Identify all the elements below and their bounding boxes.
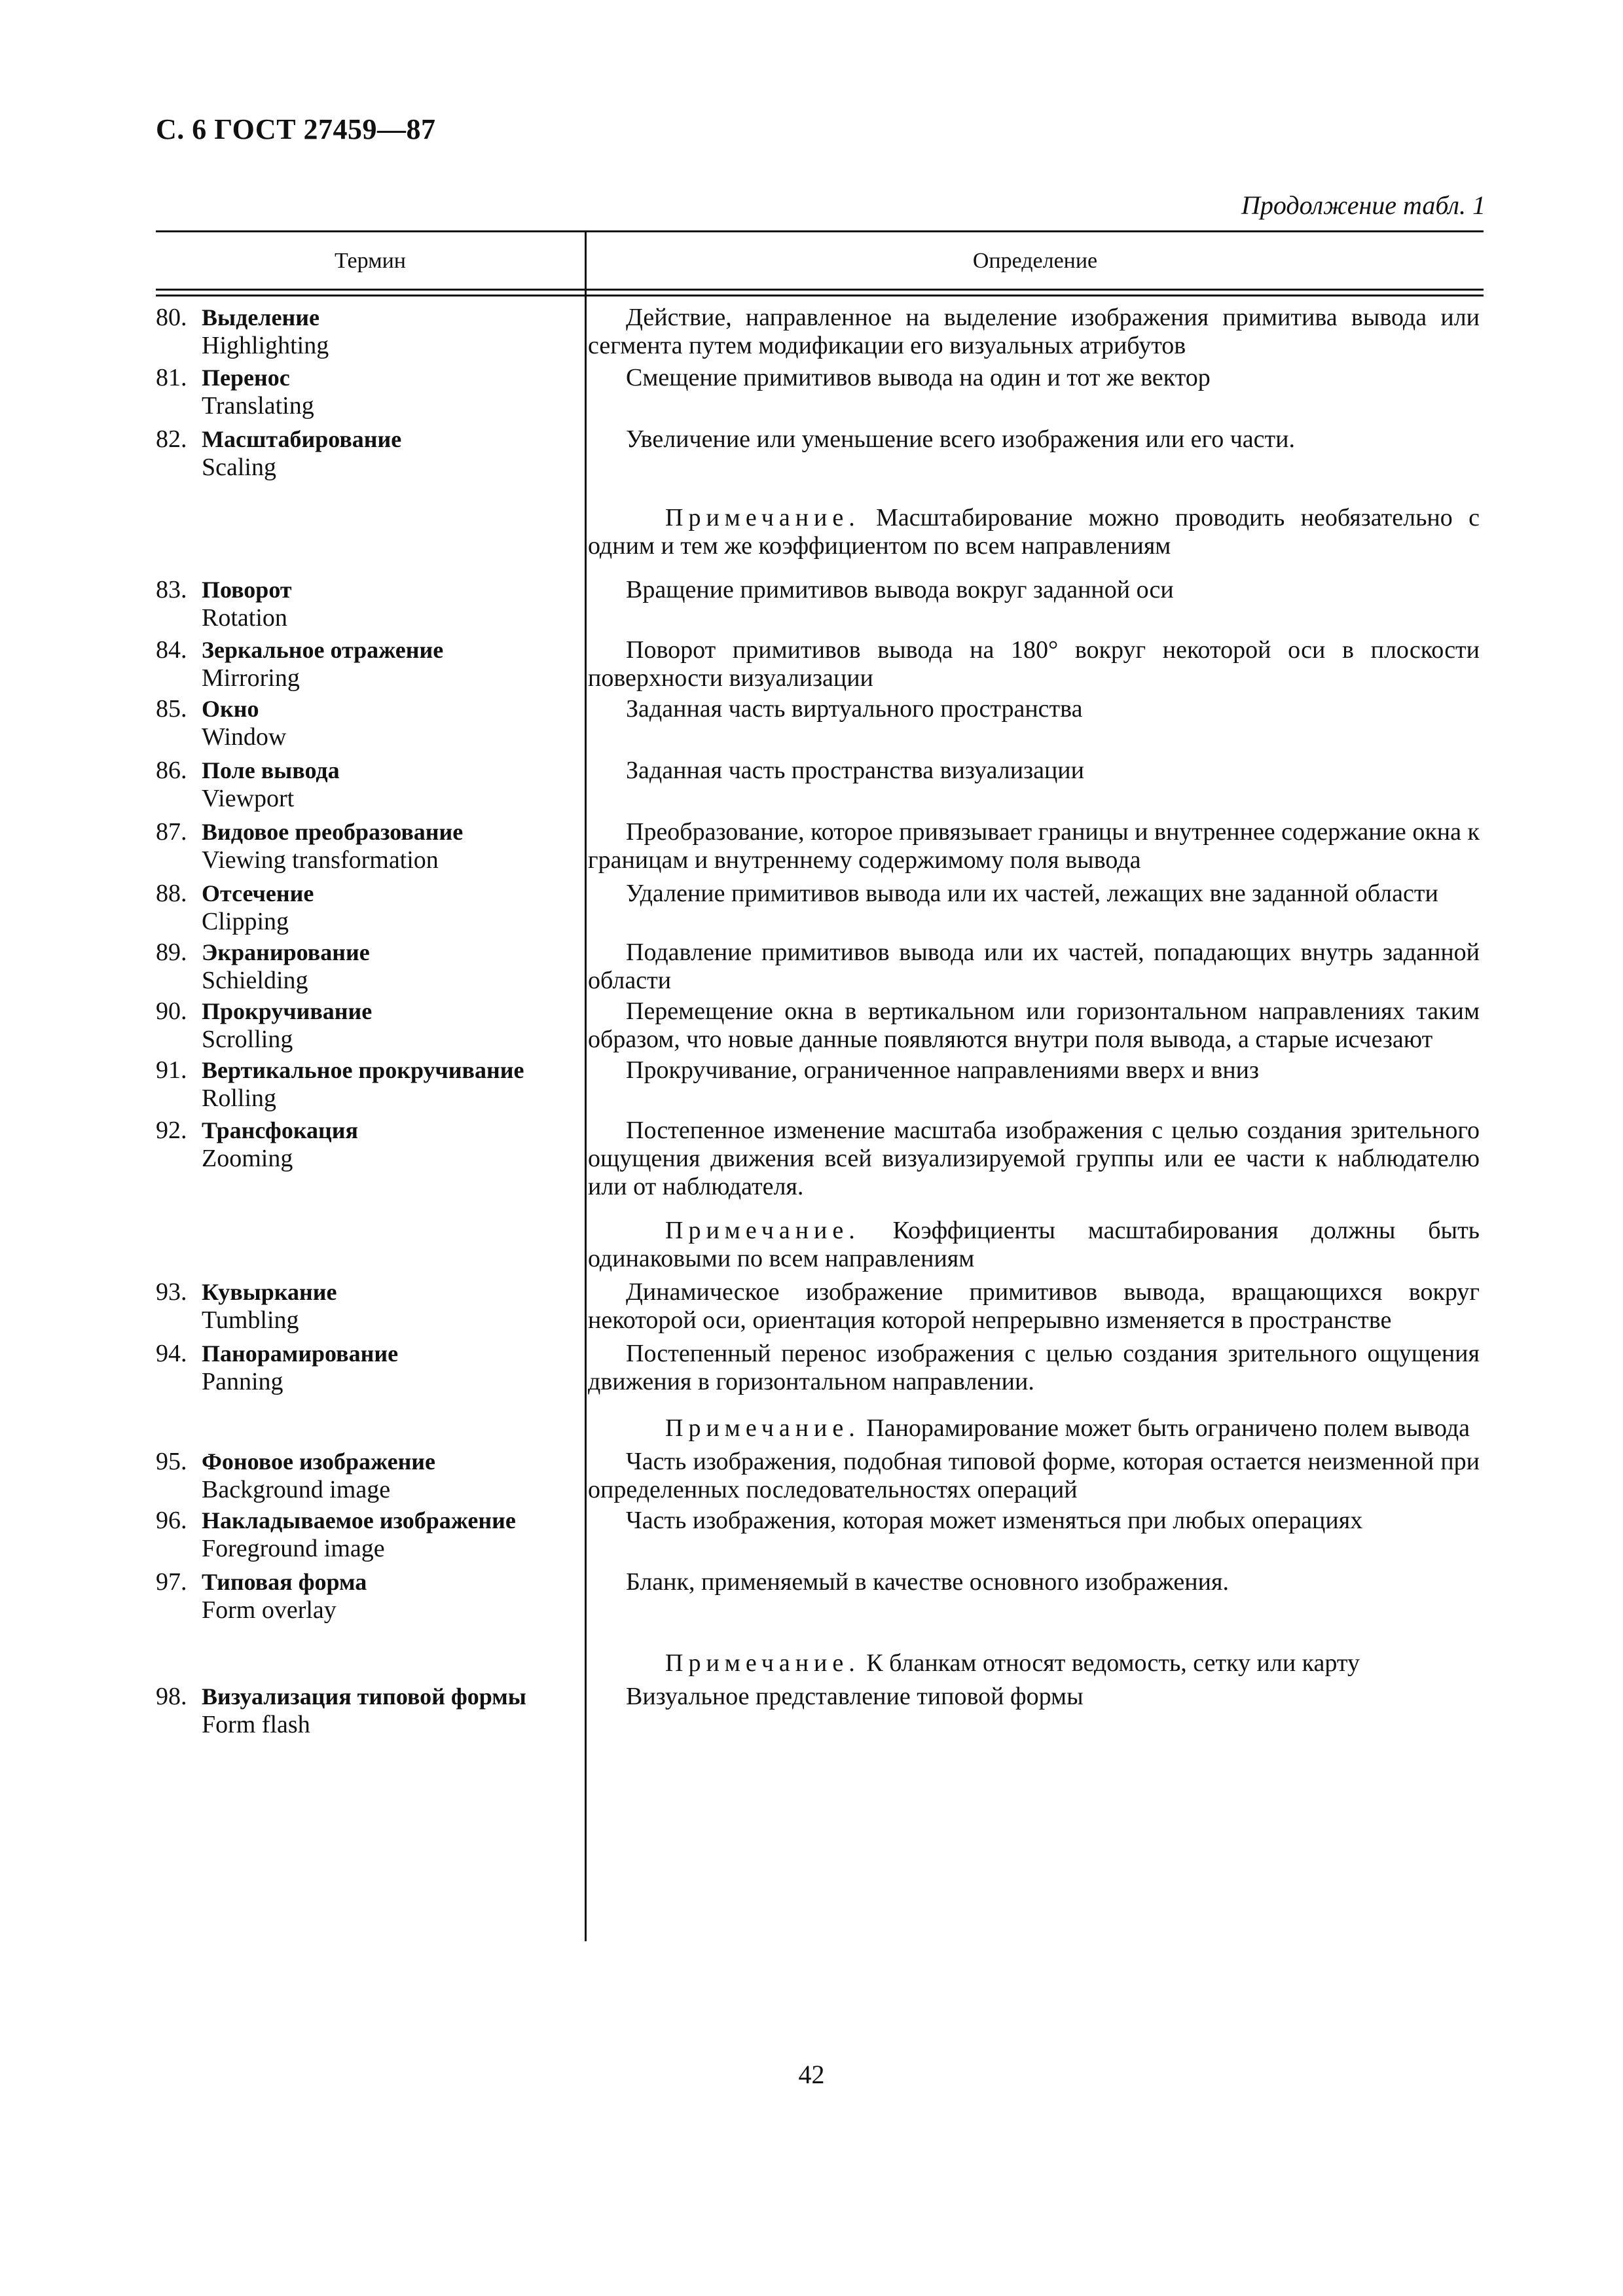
term-number: 95. — [156, 1448, 187, 1475]
term-russian: Окно — [202, 696, 259, 722]
column-header-term: Термин — [156, 232, 587, 289]
table-row — [156, 1340, 1484, 1396]
term-russian: Кувыркание — [202, 1279, 337, 1305]
term-number: 85. — [156, 695, 187, 723]
table-row — [156, 1056, 1484, 1113]
term-cell — [156, 1117, 585, 1173]
term-english: Mirroring — [202, 664, 300, 692]
term-russian: Выделение — [202, 304, 319, 331]
definition-cell: Часть изображения, подобная типовой форме, которая остается неизменной при определенных последовательностях операций — [588, 1448, 1480, 1503]
table-row — [156, 304, 1484, 360]
definition-cell: Заданная часть виртуального пространства — [626, 695, 1083, 723]
note-text: Масштабирование можно проводить необязательно с одним и тем же коэффициентом по всем направлениям — [588, 504, 1480, 560]
term-number: 91. — [156, 1056, 187, 1084]
table-row — [156, 364, 1484, 420]
term-english: Translating — [202, 392, 314, 420]
term-russian: Поле вывода — [202, 757, 340, 783]
note-row — [156, 1414, 1484, 1443]
term-russian: Трансфокация — [202, 1117, 358, 1143]
table-row — [156, 636, 1484, 692]
term-cell — [156, 364, 585, 420]
term-russian: Поворот — [202, 577, 292, 603]
definition-cell: Поворот примитивов вывода на 180° вокруг некоторой оси в плоскости поверхности визуализации — [588, 636, 1480, 692]
definition-cell: Динамическое изображение примитивов вывода, вращающихся вокруг некоторой оси, ориентация которой непрерывно изменяется в пространстве — [588, 1278, 1480, 1334]
term-number: 93. — [156, 1278, 187, 1306]
table-row — [156, 576, 1484, 632]
definition-cell: Прокручивание, ограниченное направлениями вверх и вниз — [626, 1056, 1259, 1084]
term-number: 80. — [156, 304, 187, 331]
note-cell — [585, 1649, 1484, 1677]
term-cell — [156, 636, 585, 692]
table-row — [156, 1683, 1484, 1739]
term-cell — [156, 1448, 585, 1504]
term-english: Form flash — [202, 1711, 310, 1738]
term-russian: Зеркальное отражение — [202, 637, 444, 663]
note-label: Примечание. — [665, 1217, 860, 1244]
term-cell — [156, 576, 585, 632]
term-number: 94. — [156, 1340, 187, 1367]
term-cell — [156, 939, 585, 995]
term-english: Scrolling — [202, 1026, 293, 1053]
table-row — [156, 997, 1484, 1054]
table-row — [156, 1507, 1484, 1563]
term-english: Panning — [202, 1368, 283, 1395]
table-row — [156, 1278, 1484, 1335]
definition-cell: Постепенный перенос изображения с целью создания зрительного ощущения движения в горизонтальном направлении. — [588, 1340, 1480, 1395]
term-number: 88. — [156, 880, 187, 907]
term-russian: Визуализация типовой формы — [202, 1683, 526, 1710]
note-text: К бланкам относят ведомость, сетку или карту — [866, 1649, 1360, 1677]
definition-cell: Вращение примитивов вывода вокруг заданной оси — [626, 576, 1174, 603]
table-row — [156, 818, 1484, 874]
definition-cell: Часть изображения, которая может изменяться при любых операциях — [626, 1507, 1363, 1534]
note-row — [156, 504, 1484, 560]
term-number: 82. — [156, 425, 187, 453]
term-russian: Отсечение — [202, 880, 314, 906]
term-number: 83. — [156, 576, 187, 603]
term-english: Background image — [202, 1476, 391, 1503]
term-number: 96. — [156, 1507, 187, 1534]
term-english: Highlighting — [202, 332, 329, 359]
term-cell — [156, 1056, 585, 1113]
term-number: 97. — [156, 1568, 187, 1596]
note-label: Примечание. — [665, 504, 860, 531]
term-cell — [156, 425, 585, 482]
term-number: 90. — [156, 997, 187, 1025]
term-russian: Перенос — [202, 365, 290, 391]
term-cell — [156, 818, 585, 874]
term-number: 89. — [156, 939, 187, 966]
term-english: Scaling — [202, 454, 276, 481]
definition-cell: Смещение примитивов вывода на один и тот же вектор — [626, 364, 1211, 391]
note-row — [156, 1217, 1484, 1273]
definition-cell: Постепенное изменение масштаба изображения с целью создания зрительного ощущения движения всей визуализируемой группы или ее части к наблюдателю или от наблюдателя. — [588, 1117, 1480, 1200]
table-row — [156, 757, 1484, 813]
note-cell — [585, 504, 1484, 560]
term-english: Viewport — [202, 785, 295, 812]
table-row — [156, 1117, 1484, 1201]
term-russian: Масштабирование — [202, 426, 402, 452]
table-row — [156, 1568, 1484, 1624]
table-row — [156, 695, 1484, 751]
page-header: С. 6 ГОСТ 27459—87 — [156, 113, 436, 145]
term-russian: Экранирование — [202, 939, 370, 965]
term-cell — [156, 1278, 585, 1335]
definition-cell: Подавление примитивов вывода или их частей, попадающих внутрь заданной области — [588, 939, 1480, 994]
definition-cell: Действие, направленное на выделение изображения примитива вывода или сегмента путем модификации его визуальных атрибутов — [588, 304, 1480, 359]
term-russian: Фоновое изображение — [202, 1448, 436, 1475]
column-header-definition: Определение — [972, 248, 1098, 273]
term-english: Foreground image — [202, 1535, 385, 1562]
term-number: 87. — [156, 818, 187, 846]
table-row — [156, 939, 1484, 995]
table-row — [156, 1448, 1484, 1504]
term-cell — [156, 757, 585, 813]
term-cell — [156, 304, 585, 360]
page-number: 42 — [798, 2060, 825, 2089]
term-russian: Видовое преобразование — [202, 819, 464, 845]
term-english: Form overlay — [202, 1596, 337, 1624]
term-cell — [156, 1507, 585, 1563]
note-text: Панорамирование может быть ограничено полем вывода — [866, 1414, 1470, 1442]
term-number: 86. — [156, 757, 187, 784]
terms-table — [156, 230, 1484, 1739]
term-number: 92. — [156, 1117, 187, 1144]
note-cell — [585, 1414, 1484, 1443]
term-english: Schielding — [202, 967, 308, 994]
term-english: Viewing transformation — [202, 846, 439, 874]
term-english: Clipping — [202, 908, 289, 935]
note-label: Примечание. — [665, 1414, 860, 1442]
term-number: 84. — [156, 636, 187, 664]
term-russian: Типовая форма — [202, 1569, 367, 1595]
note-cell — [585, 1217, 1484, 1273]
term-english: Zooming — [202, 1145, 293, 1172]
term-cell — [156, 1340, 585, 1396]
term-russian: Панорамирование — [202, 1340, 399, 1367]
definition-cell: Перемещение окна в вертикальном или горизонтальном направлениях таким образом, что новые данные появляются внутри поля вывода, а старые исчезают — [588, 997, 1480, 1053]
term-cell — [156, 695, 585, 751]
term-cell — [156, 1568, 585, 1624]
note-text: Коэффициенты масштабирования должны быть одинаковыми по всем направлениям — [588, 1217, 1480, 1272]
term-russian: Прокручивание — [202, 998, 373, 1024]
term-number: 81. — [156, 364, 187, 391]
term-number: 98. — [156, 1683, 187, 1710]
term-cell — [156, 997, 585, 1054]
term-english: Tumbling — [202, 1306, 299, 1334]
table-header — [156, 232, 1484, 291]
definition-cell: Преобразование, которое привязывает границы и внутреннее содержание окна к границам и внутреннему содержимому поля вывода — [588, 818, 1480, 874]
note-row — [156, 1649, 1484, 1677]
term-russian: Накладываемое изображение — [202, 1507, 516, 1534]
definition-cell: Удаление примитивов вывода или их частей, лежащих вне заданной области — [626, 880, 1438, 907]
term-cell — [156, 1683, 585, 1739]
term-english: Rolling — [202, 1085, 277, 1112]
definition-cell: Заданная часть пространства визуализации — [626, 757, 1084, 784]
term-cell — [156, 880, 585, 936]
table-body — [156, 291, 1484, 1739]
table-row — [156, 425, 1484, 482]
term-english: Rotation — [202, 604, 287, 632]
table-row — [156, 880, 1484, 936]
table-caption: Продолжение табл. 1 — [1241, 190, 1486, 220]
term-english: Window — [202, 723, 287, 751]
definition-cell: Бланк, применяемый в качестве основного изображения. — [626, 1568, 1229, 1596]
definition-cell: Увеличение или уменьшение всего изображения или его части. — [626, 425, 1295, 453]
term-russian: Вертикальное прокручивание — [202, 1057, 524, 1083]
note-label: Примечание. — [665, 1649, 860, 1677]
definition-cell: Визуальное представление типовой формы — [626, 1683, 1084, 1710]
